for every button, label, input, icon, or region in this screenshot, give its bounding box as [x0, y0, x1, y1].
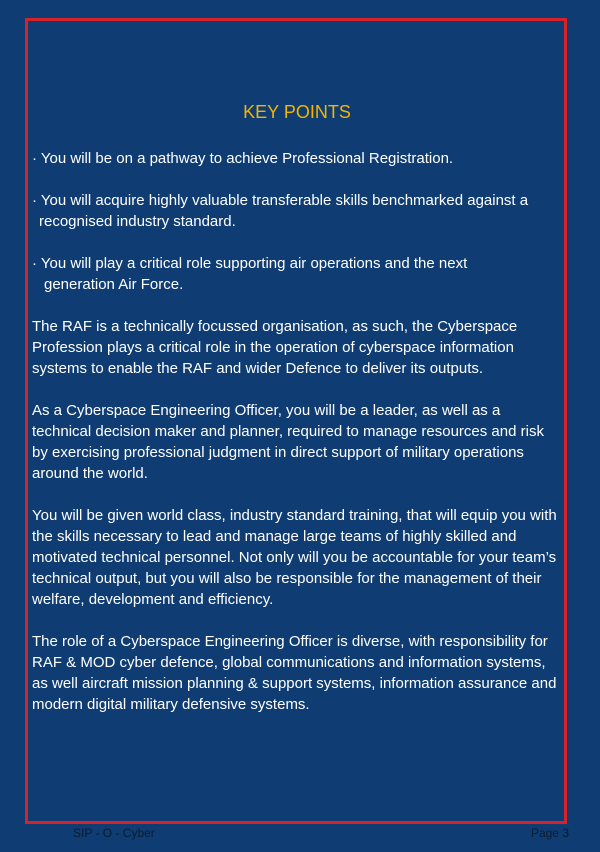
- paragraph-training-and-responsibility: You will be given world class, industry standard training, that will equip you with the skills necessary to lead and manage large teams of highly skilled and motivated technical personnel. Not only will you be accountable for your team’s technical output, but you will also be responsible for the management of their welfare, development and efficiency.: [32, 507, 557, 608]
- paragraph-officer-leadership: As a Cyberspace Engineering Officer, you will be a leader, as well as a technical decision maker and planner, required to manage resources and risk by exercising professional judgment in direct support of military operations around the world.: [32, 402, 544, 482]
- key-point-3-text-line-2: generation Air Force.: [44, 276, 184, 293]
- footer-page-number: Page 3: [530, 826, 569, 840]
- page-title: KEY POINTS: [243, 102, 351, 122]
- key-point-2-text-line-1: · You will acquire highly valuable transferable skills benchmarked against a: [32, 192, 529, 209]
- paragraph-raf-technical-profession: The RAF is a technically focussed organisation, as such, the Cyberspace Profession plays a critical role in the operation of cyberspace information systems to enable the RAF and wider Defence to deliver its outputs.: [32, 318, 518, 377]
- paragraph-role-diversity: The role of a Cyberspace Engineering Officer is diverse, with responsibility for RAF & MOD cyber defence, global communications and information systems, as well aircraft mission planning & support systems, information assurance and modern digital military defensive systems.: [32, 633, 557, 713]
- key-point-2: [32, 190, 562, 232]
- key-point-1-text: · You will be on a pathway to achieve Professional Registration.: [32, 150, 454, 167]
- page-content: [32, 148, 562, 736]
- key-point-1: [32, 148, 562, 169]
- key-point-3: [32, 253, 562, 295]
- key-point-2-text-line-2: recognised industry standard.: [39, 213, 236, 230]
- key-point-3-text-line-1: · You will play a critical role supporting air operations and the next: [32, 255, 468, 272]
- footer-document-code: SIP - O - Cyber: [73, 826, 155, 840]
